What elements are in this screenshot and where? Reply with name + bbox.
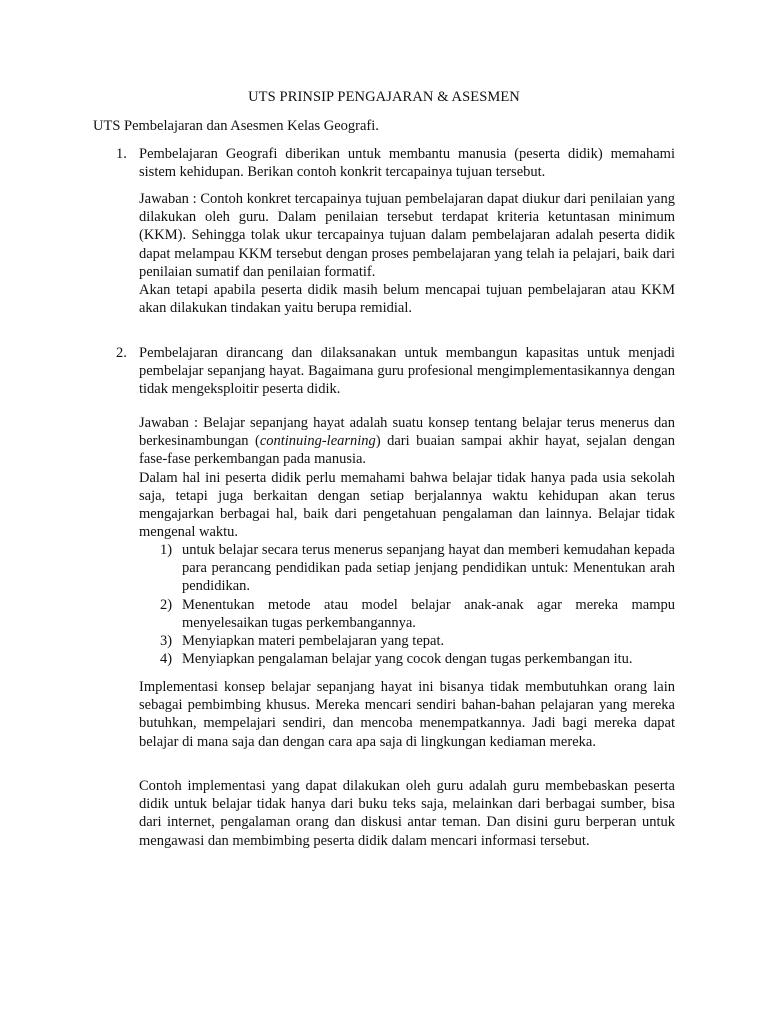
list-item-number: 4) (160, 651, 173, 667)
answer-paragraph: Dalam hal ini peserta didik perlu memahami bahwa belajar tidak hanya pada usia sekolah saja, tetapi juga berkaitan dengan setiap berjalannya waktu kehidupan akan terus mengajarkan berbagai hal, baik dari pengetahuan pengalaman dan lainnya. Belajar tidak mengenal waktu. (139, 469, 675, 541)
question-text: Pembelajaran Geografi diberikan untuk membantu manusia (peserta didik) memahami sistem kehidupan. Berikan contoh konkrit tercapainya tujuan tersebut. (139, 146, 675, 181)
list-item: Menyiapkan materi pembelajaran yang tepat. (182, 633, 445, 649)
answer-emphasis: continuing-learning (259, 433, 376, 450)
page-title: UTS PRINSIP PENGAJARAN & ASESMEN (248, 89, 520, 105)
answer-block (139, 190, 675, 317)
question-number: 2. (116, 345, 127, 361)
answer-paragraph: Contoh implementasi yang dapat dilakukan oleh guru adalah guru membebaskan peserta didik untuk belajar tidak hanya dari buku teks saja, melainkan dari berbagai sumber, bisa dari internet, pengalaman orang dan diskusi antar teman. Dan disini guru berperan untuk mengawasi dan membimbing peserta didik dalam mencari informasi tersebut. (139, 778, 675, 849)
list-item-number: 1) (160, 542, 173, 558)
list-item-number: 2) (160, 597, 173, 613)
answer-paragraph: Jawaban : Contoh konkret tercapainya tujuan pembelajaran dapat diukur dari penilaian yang dilakukan oleh guru. Dalam penilaian tersebut terdapat kriteria ketuntasan minimum (KKM). Sehingga tolak ukur tercapainya tujuan dalam pembelajaran adalah peserta didik dapat melampau KKM tersebut dengan proses pembelajaran yang telah ia pelajari, baik dari penilaian sumatif dan penilaian formatif. (139, 191, 675, 280)
list-item: untuk belajar secara terus menerus sepanjang hayat dan memberi kemudahan kepada para perancang pendidikan pada setiap jenjang pendidikan untuk: Menentukan arah pendidikan. (182, 542, 675, 595)
answer-paragraph (139, 414, 675, 469)
list-item-number: 3) (160, 633, 173, 649)
answer-text: Jawaban : Belajar sepanjang hayat adalah suatu konsep tentang belajar terus menerus dan berkesinambungan ( (139, 415, 675, 450)
question-number: 1. (116, 146, 127, 162)
list-item: Menyiapkan pengalaman belajar yang cocok dengan tugas perkembangan itu. (182, 651, 633, 667)
answer-block (139, 414, 675, 541)
page-subtitle: UTS Pembelajaran dan Asesmen Kelas Geografi. (93, 118, 379, 134)
answer-text: ) dari buaian sampai akhir hayat, sejalan dengan fase-fase perkembangan pada manusia. (139, 433, 675, 468)
answer-paragraph: Implementasi konsep belajar sepanjang hayat ini bisanya tidak membutuhkan orang lain sebagai pembimbing khusus. Mereka mencari sendiri bahan-bahan pelajaran yang mereka butuhkan, mempelajari sendiri, dan mencoba menempatkannya. Jadi bagi mereka dapat belajar di mana saja dan dengan cara apa saja di lingkungan kediaman mereka. (139, 679, 675, 750)
question-text: Pembelajaran dirancang dan dilaksanakan untuk membangun kapasitas untuk menjadi pembelajar sepanjang hayat. Bagaimana guru profesional mengimplementasikannya dengan tidak mengeksploitir peserta didik. (139, 345, 675, 398)
answer-paragraph: Akan tetapi apabila peserta didik masih belum mencapai tujuan pembelajaran atau KKM akan dilakukan tindakan yaitu berupa remidial. (139, 282, 675, 317)
list-item: Menentukan metode atau model belajar anak-anak agar mereka mampu menyelesaikan tugas perkembangannya. (182, 597, 675, 632)
